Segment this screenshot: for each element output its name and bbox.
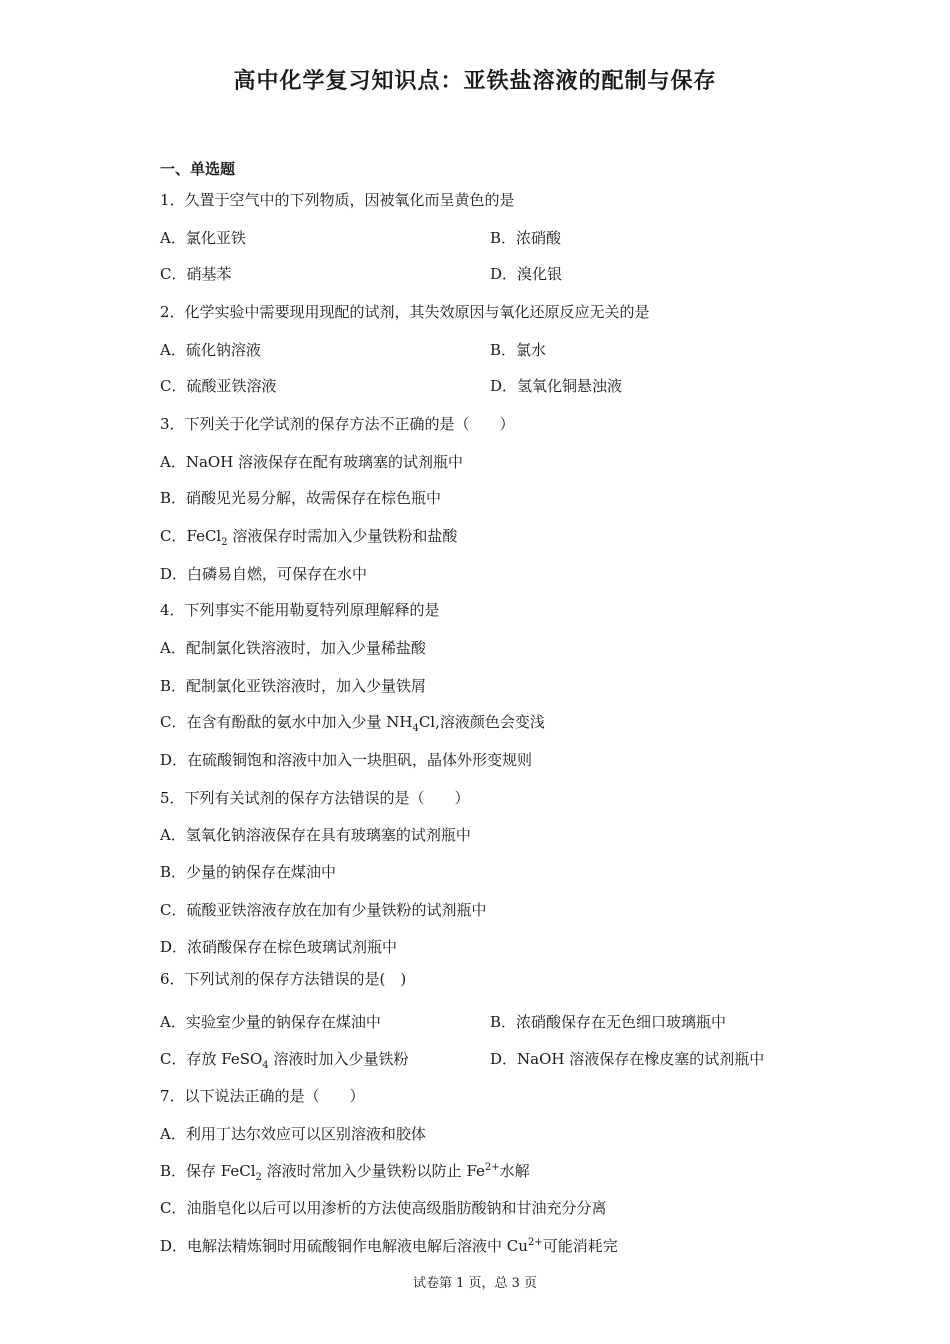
question-6-option-b: B．浓硝酸保存在无色细口玻璃瓶中 [490, 1013, 727, 1031]
question-3-option-c [160, 526, 457, 546]
question-5-stem: 5．下列有关试剂的保存方法错误的是（ ） [160, 789, 470, 807]
question-1-option-a: A．氯化亚铁 [160, 229, 246, 247]
question-2-option-c: C．硫酸亚铁溶液 [160, 377, 277, 395]
question-7-option-c: C．油脂皂化以后可以用渗析的方法使高级脂肪酸钠和甘油充分分离 [160, 1199, 607, 1217]
question-7-option-a: A．利用丁达尔效应可以区别溶液和胶体 [160, 1125, 426, 1143]
question-5-option-a: A．氢氧化钠溶液保存在具有玻璃塞的试剂瓶中 [160, 826, 471, 844]
question-3-option-b: B．硝酸见光易分解，故需保存在棕色瓶中 [160, 489, 442, 507]
text-segment: 可能消耗完 [542, 1237, 618, 1255]
question-3-option-a: A．NaOH 溶液保存在配有玻璃塞的试剂瓶中 [160, 453, 464, 471]
question-4-option-a: A．配制氯化铁溶液时，加入少量稀盐酸 [160, 639, 426, 657]
question-7-option-b [160, 1161, 530, 1181]
page-title: 高中化学复习知识点：亚铁盐溶液的配制与保存 [233, 69, 717, 94]
text-segment: C．存放 FeSO [160, 1050, 263, 1068]
question-2-option-b: B．氯水 [490, 341, 547, 359]
question-1-option-d: D．溴化银 [490, 265, 563, 283]
text-segment: 溶液保存时需加入少量铁粉和盐酸 [227, 527, 458, 545]
question-3-option-d: D．白磷易自燃，可保存在水中 [160, 565, 368, 583]
question-4-option-b: B．配制氯化亚铁溶液时，加入少量铁屑 [160, 677, 427, 695]
question-5-option-d: D．浓硝酸保存在棕色玻璃试剂瓶中 [160, 938, 398, 956]
text-segment: C．FeCl [160, 527, 222, 545]
subscript: 2 [255, 1172, 262, 1183]
superscript: 2+ [484, 1162, 500, 1173]
question-6-option-c [160, 1049, 408, 1069]
subscript: 4 [412, 723, 419, 734]
question-6-option-a: A．实验室少量的钠保存在煤油中 [160, 1013, 381, 1031]
superscript: 2+ [527, 1237, 543, 1248]
question-7-stem: 7．以下说法正确的是（ ） [160, 1087, 365, 1105]
question-7-option-d [160, 1236, 618, 1256]
subscript: 2 [221, 537, 228, 548]
question-1-option-b: B．浓硝酸 [490, 229, 562, 247]
question-2-option-d: D．氢氧化铜悬浊液 [490, 377, 623, 395]
question-4-option-c [160, 712, 545, 732]
question-2-option-a: A．硫化钠溶液 [160, 341, 261, 359]
text-segment: Cl,溶液颜色会变浅 [418, 713, 545, 731]
text-segment: C．在含有酚酞的氨水中加入少量 NH [160, 713, 413, 731]
text-segment: D．电解法精炼铜时用硫酸铜作电解液电解后溶液中 Cu [160, 1237, 528, 1255]
page-footer: 试卷第 1 页，总 3 页 [412, 1276, 538, 1291]
text-segment: 溶液时加入少量铁粉 [268, 1050, 409, 1068]
text-segment: 水解 [499, 1162, 530, 1180]
text-segment: 溶液时常加入少量铁粉以防止 Fe [261, 1162, 485, 1180]
question-6-stem: 6．下列试剂的保存方法错误的是( ) [160, 970, 407, 988]
question-6-option-d: D．NaOH 溶液保存在橡皮塞的试剂瓶中 [490, 1050, 765, 1068]
section-heading: 一、单选题 [160, 160, 236, 178]
question-3-stem: 3．下列关于化学试剂的保存方法不正确的是（ ） [160, 415, 515, 433]
question-2-stem: 2．化学实验中需要现用现配的试剂，其失效原因与氧化还原反应无关的是 [160, 303, 650, 321]
question-4-option-d: D．在硫酸铜饱和溶液中加入一块胆矾，晶体外形变规则 [160, 751, 533, 769]
text-segment: B．保存 FeCl [160, 1162, 256, 1180]
question-5-option-b: B．少量的钠保存在煤油中 [160, 863, 337, 881]
subscript: 4 [262, 1060, 269, 1071]
question-1-option-c: C．硝基苯 [160, 265, 232, 283]
question-5-option-c: C．硫酸亚铁溶液存放在加有少量铁粉的试剂瓶中 [160, 901, 487, 919]
question-4-stem: 4．下列事实不能用勒夏特列原理解释的是 [160, 601, 440, 619]
question-1-stem: 1．久置于空气中的下列物质，因被氧化而呈黄色的是 [160, 191, 515, 209]
